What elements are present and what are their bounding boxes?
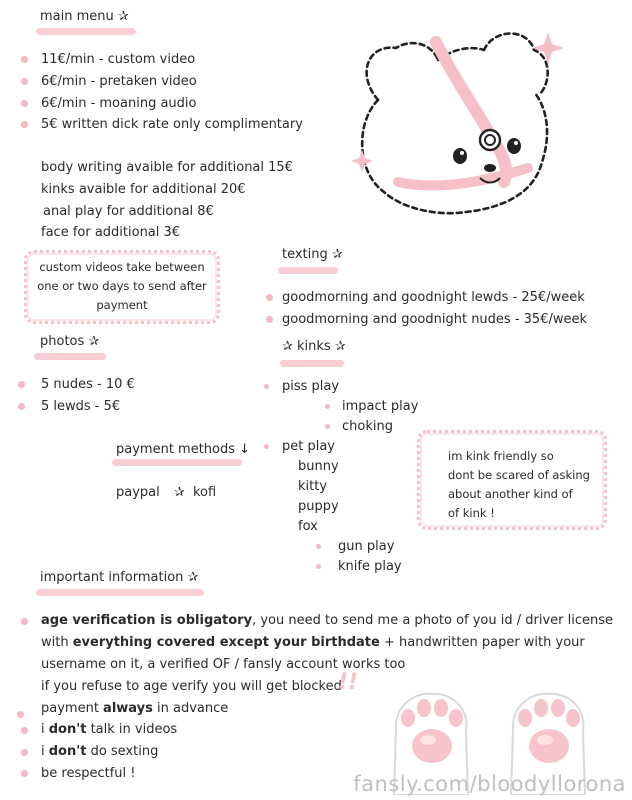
info-line: be respectful ! (41, 766, 136, 781)
bullet-dot (21, 727, 28, 734)
info-line (41, 701, 228, 716)
bullet-dot (316, 564, 321, 569)
info-bold: everything covered except your birthdate (72, 635, 380, 650)
info-line: username on it, a verified OF / fansly account works too (41, 657, 406, 672)
menu-item: 6€/min - moaning audio (41, 96, 197, 111)
bullet-dot (266, 316, 273, 323)
payment-title: payment methods ↓ (116, 442, 251, 457)
kink-item: kitty (298, 479, 328, 494)
info-text: payment (41, 701, 104, 716)
kink-item: bunny (298, 459, 339, 474)
paypal-label: paypal (116, 485, 160, 500)
kink-item: choking (342, 419, 393, 434)
bullet-dot (316, 544, 321, 549)
texting-title: texting ✰ (282, 247, 343, 262)
watermark: fansly.com/bloodyllorona (353, 772, 626, 796)
kink-item: gun play (338, 539, 395, 554)
kink-item: impact play (342, 399, 419, 414)
bear-illustration (338, 22, 588, 227)
info-text: in advance (152, 701, 229, 716)
info-bold: don't (48, 744, 87, 759)
star-icon: ✰ (173, 485, 185, 500)
menu-item: 5€ written dick rate only complimentary (41, 117, 303, 132)
info-text: i (41, 722, 49, 737)
bullet-dot (18, 381, 25, 388)
bullet-dot (21, 56, 28, 63)
exclaim-mark: !! (338, 670, 359, 695)
info-text: talk in videos (86, 722, 178, 737)
kink-item: piss play (282, 379, 340, 394)
important-title: important information ✰ (40, 570, 199, 585)
info-text: , you need to send me a photo of you id / driver license (252, 613, 614, 628)
custom-videos-note (24, 250, 220, 324)
bullet-dot (325, 404, 330, 409)
kink-item: pet play (282, 439, 336, 454)
info-bold: age verification is obligatory (41, 613, 253, 628)
bullet-dot (21, 121, 28, 128)
info-text: i (41, 744, 49, 759)
extra-item: anal play for additional 8€ (43, 204, 214, 219)
note-line: one or two days to send after (37, 279, 207, 293)
kofi-label: kofi (192, 485, 217, 500)
kink-item: puppy (298, 499, 339, 514)
menu-item: 11€/min - custom video (41, 52, 196, 67)
payment-methods (116, 485, 216, 500)
extra-item: kinks avaible for additional 20€ (41, 182, 246, 197)
bullet-dot (21, 618, 28, 625)
extra-item: body writing avaible for additional 15€ (41, 160, 293, 175)
payment-highlight (112, 459, 242, 466)
info-line (41, 613, 613, 628)
menu-item: 6€/min - pretaken video (41, 74, 197, 89)
main-menu-title: main menu ✰ (40, 9, 129, 24)
note-line: custom videos take between (39, 260, 205, 274)
note-line: im kink friendly so (448, 449, 554, 463)
kink-item: fox (298, 519, 318, 534)
kinks-highlight (280, 360, 344, 367)
bullet-dot (21, 78, 28, 85)
bullet-dot (266, 294, 273, 301)
important-highlight (36, 589, 204, 596)
texting-highlight (278, 267, 338, 274)
info-bold: don't (48, 722, 87, 737)
bullet-dot (21, 100, 28, 107)
texting-item: goodmorning and goodnight lewds - 25€/week (282, 290, 585, 305)
kink-item: knife play (338, 559, 402, 574)
info-text: do sexting (86, 744, 159, 759)
info-line (41, 744, 158, 759)
photo-item: 5 nudes - 10 € (41, 377, 135, 392)
bullet-dot (17, 711, 24, 718)
texting-item: goodmorning and goodnight nudes - 35€/week (282, 312, 587, 327)
bullet-dot (21, 749, 28, 756)
info-line: if you refuse to age verify you will get blocked (41, 679, 342, 694)
extra-item: face for additional 3€ (41, 225, 181, 240)
photo-item: 5 lewds - 5€ (41, 399, 121, 414)
photos-title: photos ✰ (40, 334, 100, 349)
bullet-dot (264, 384, 269, 389)
photos-highlight (34, 353, 106, 360)
bullet-dot (21, 770, 28, 777)
main-menu-highlight (36, 28, 136, 35)
info-line (41, 722, 177, 737)
note-line: about another kind of (448, 487, 573, 501)
note-line: dont be scared of asking (448, 468, 590, 482)
info-bold: always (103, 701, 153, 716)
info-text: with (41, 635, 73, 650)
kinks-title: ✰ kinks ✰ (282, 339, 346, 354)
info-line (41, 635, 585, 650)
bullet-dot (325, 424, 330, 429)
bullet-dot (18, 403, 25, 410)
info-text: + handwritten paper with your (379, 635, 585, 650)
bullet-dot (264, 444, 269, 449)
note-line: payment (96, 298, 148, 312)
note-line: of kink ! (448, 506, 495, 520)
kink-friendly-note (417, 430, 607, 530)
